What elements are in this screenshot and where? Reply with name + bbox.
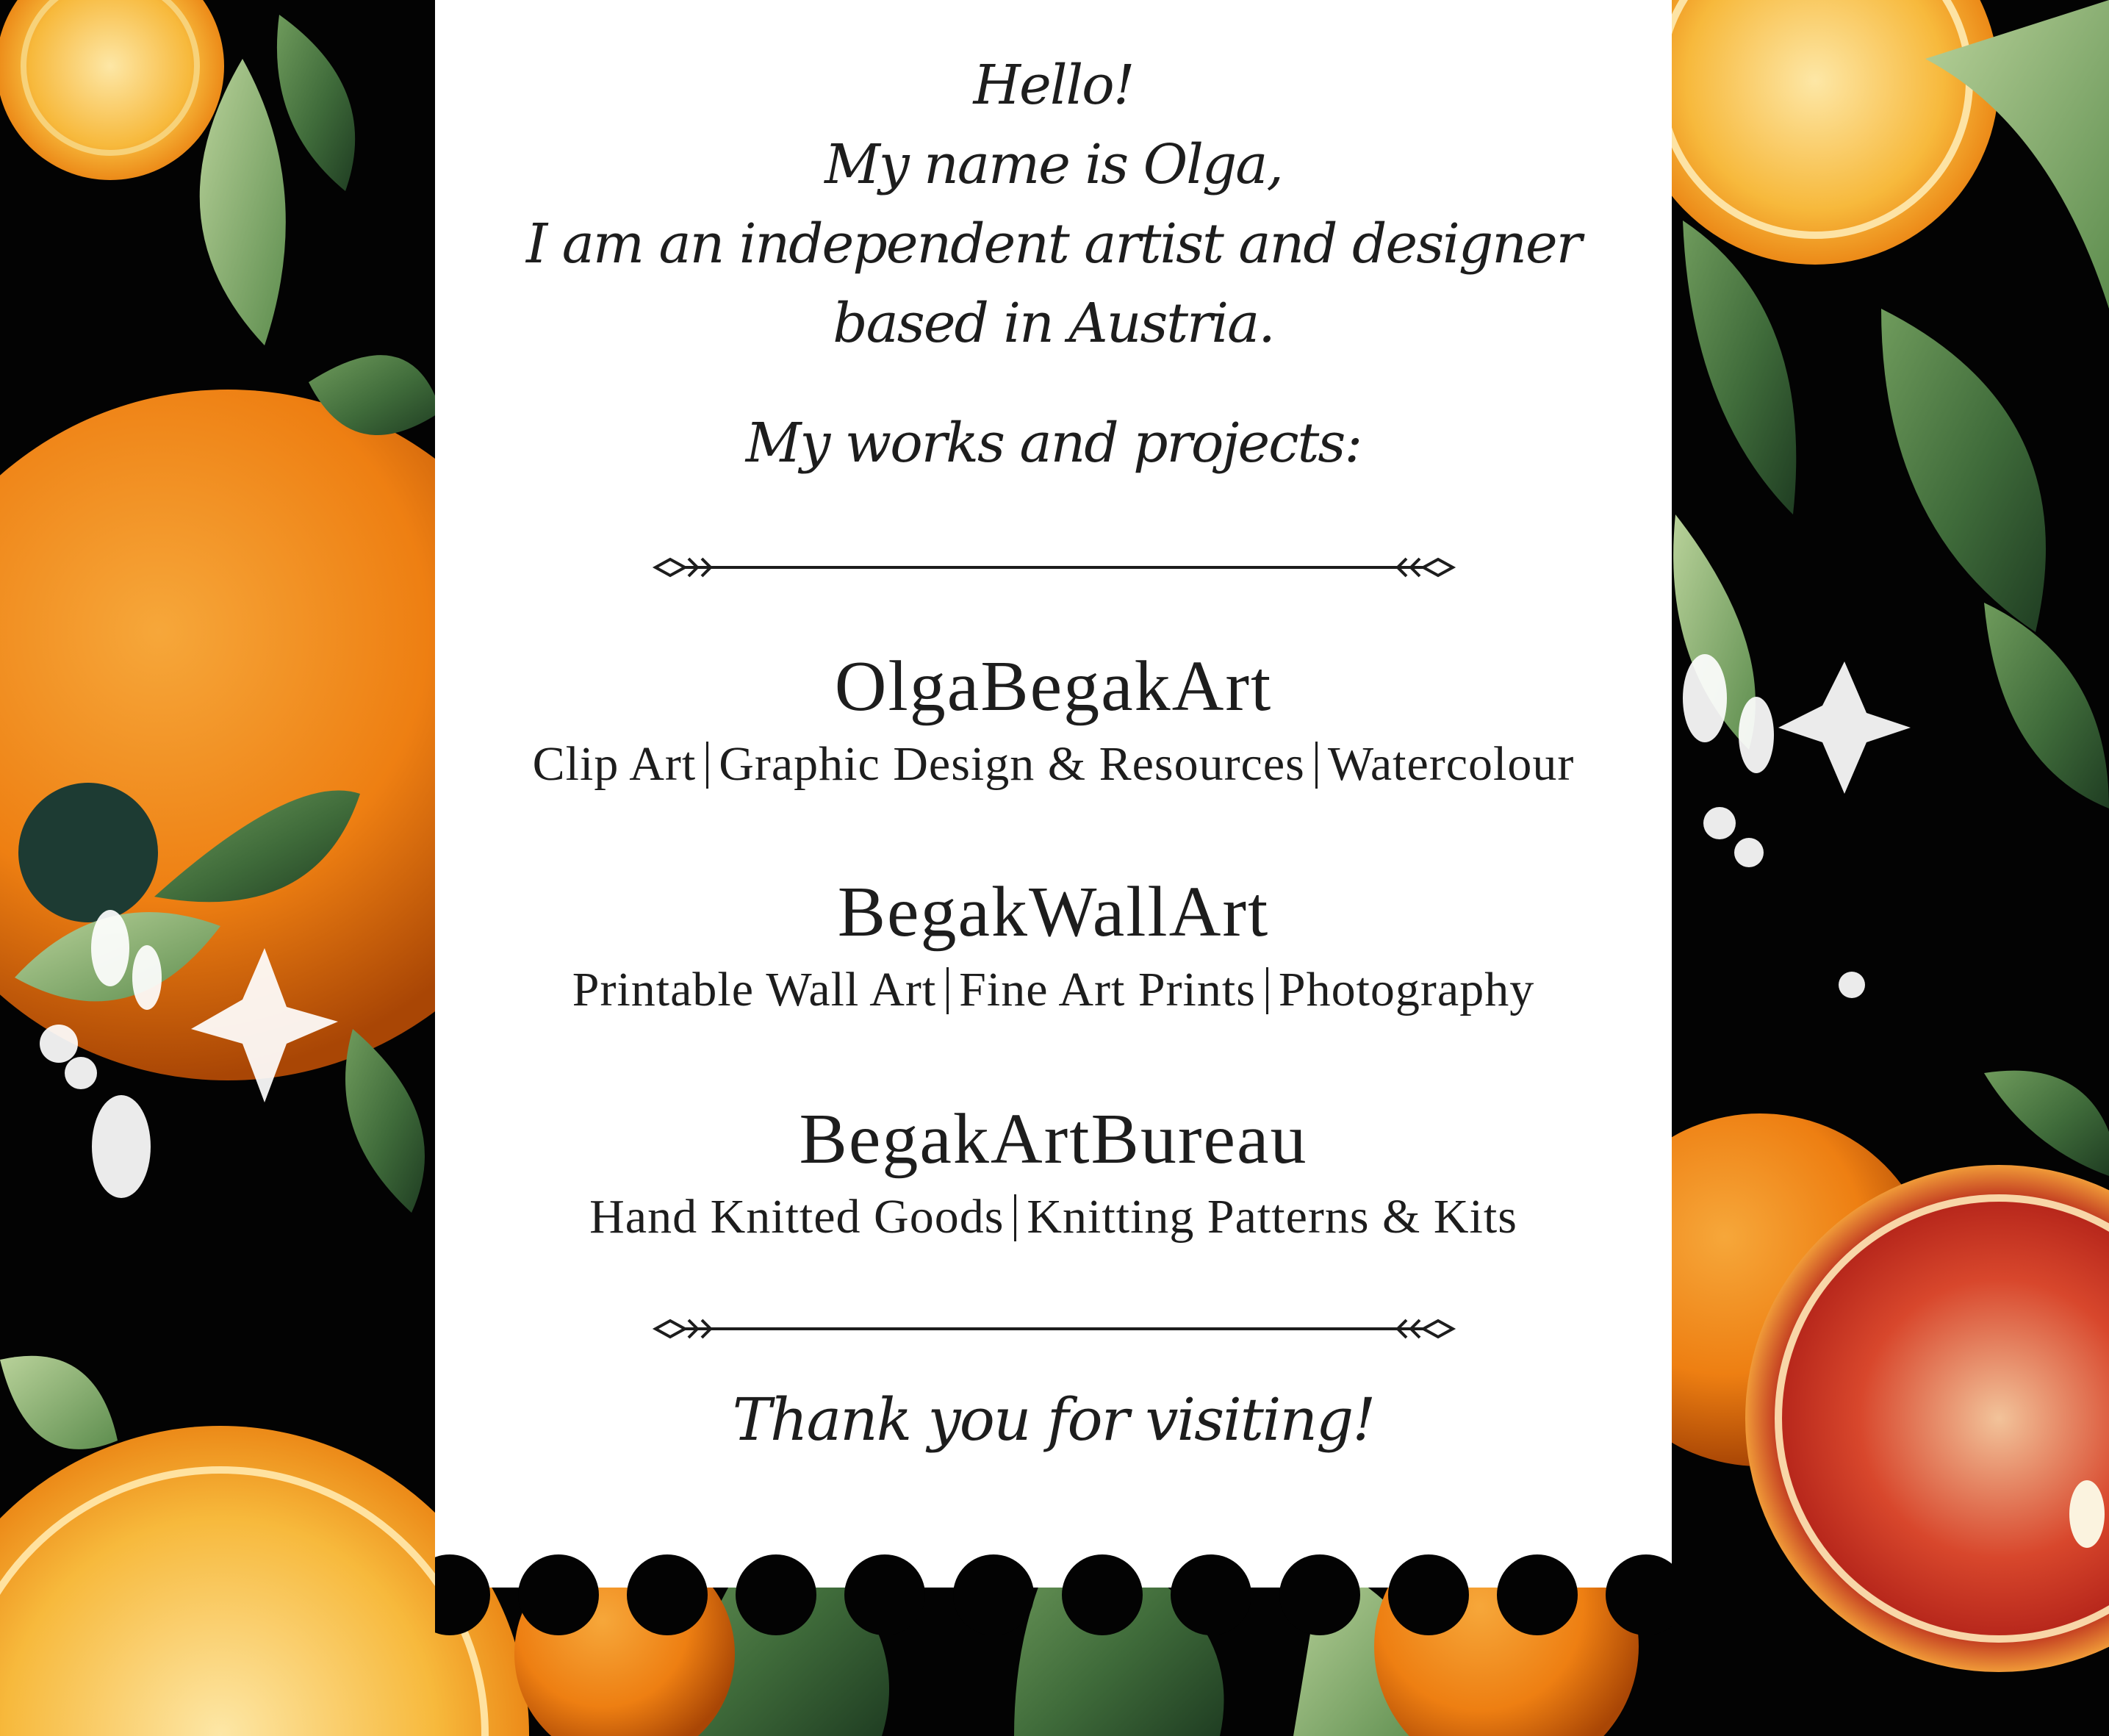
scallop-bite (1171, 1554, 1251, 1635)
project-tag: Clip Art (532, 737, 697, 791)
scallop-bite (1606, 1554, 1672, 1635)
scallop-bite (1279, 1554, 1360, 1635)
project-name-olgabegakart: OlgaBegakArt (834, 647, 1273, 726)
scallop-bite (953, 1554, 1034, 1635)
scallop-bite (1497, 1554, 1578, 1635)
project-name-begakwallart: BegakWallArt (837, 872, 1270, 952)
tag-separator (706, 742, 708, 789)
intro-text (435, 46, 1672, 363)
works-heading: My works and projects: (745, 412, 1362, 475)
tag-separator (1014, 1194, 1016, 1241)
ornament-divider-top (652, 553, 1456, 582)
project-tags-olgabegakart (435, 736, 1672, 792)
project-tags-begakartbureau (435, 1189, 1672, 1245)
scallop-bite (518, 1554, 599, 1635)
intro-line-location: based in Austria. (833, 292, 1274, 355)
scallop-bite (736, 1554, 816, 1635)
scallop-bite (627, 1554, 708, 1635)
intro-line-name: My name is Olga, (824, 133, 1282, 196)
scallop-bite (844, 1554, 925, 1635)
thank-you-text: Thank you for visiting! (732, 1385, 1375, 1454)
project-tag: Fine Art Prints (959, 963, 1256, 1016)
project-tag: Graphic Design & Resources (719, 737, 1305, 791)
tag-separator (946, 967, 949, 1014)
scallop-bite (435, 1554, 490, 1635)
project-tag: Knitting Patterns & Kits (1027, 1190, 1517, 1244)
ornament-divider-bottom (652, 1314, 1456, 1344)
scalloped-card-edge (435, 1536, 1672, 1654)
project-tag: Photography (1278, 963, 1535, 1016)
scallop-bite (1388, 1554, 1469, 1635)
project-name-begakartbureau: BegakArtBureau (799, 1100, 1308, 1179)
project-tag: Watercolour (1327, 737, 1575, 791)
project-tag: Printable Wall Art (572, 963, 937, 1016)
project-tag: Hand Knitted Goods (589, 1190, 1005, 1244)
intro-line-greeting: Hello! (973, 54, 1134, 117)
scallop-bite (1062, 1554, 1143, 1635)
tag-separator (1266, 967, 1268, 1014)
tag-separator (1315, 742, 1318, 789)
about-card (435, 0, 1672, 1588)
intro-line-role: I am an independent artist and designer (525, 212, 1581, 276)
project-tags-begakwallart (435, 962, 1672, 1018)
